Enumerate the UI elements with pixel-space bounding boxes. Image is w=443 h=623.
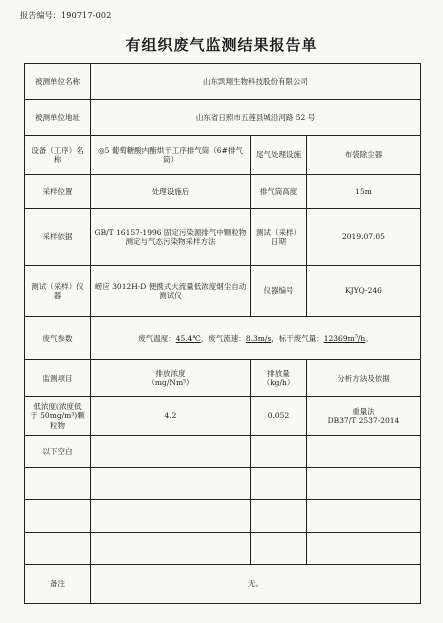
- basis-label: 采样依据: [25, 209, 91, 265]
- unit-value: 山东凯翔生物科技股份有限公司: [91, 64, 421, 100]
- remarks-value: 无。: [91, 565, 421, 604]
- treatment-label: 尾气处理设施: [251, 136, 307, 175]
- result-rate: 0.052: [251, 397, 307, 436]
- treatment-value: 布袋除尘器: [307, 136, 421, 175]
- remarks-label: 备注: [25, 565, 91, 604]
- location-row: [25, 175, 421, 209]
- location-value: 处理设施后: [91, 175, 251, 209]
- speed-prefix: ，废气流速：: [200, 333, 246, 343]
- result-method: [307, 397, 421, 436]
- location-label: 采样位置: [25, 175, 91, 209]
- header-rate-line1: 排放量: [267, 368, 290, 378]
- result-concentration: 4.2: [91, 397, 251, 436]
- empty-cell: [91, 532, 251, 564]
- empty-cell: [91, 500, 251, 532]
- params-label: 废气参数: [25, 317, 91, 360]
- empty-cell: [307, 468, 421, 500]
- empty-cell: [307, 532, 421, 564]
- page-title: 有组织废气监测结果报告单: [125, 36, 318, 54]
- monitoring-report-table: [24, 63, 421, 604]
- basis-row: [25, 209, 421, 265]
- instrument-value: 崂应 3012H-D 便携式大流量低浓度烟尘自动测试仪: [91, 265, 251, 317]
- speed-value: 8.3m/s: [245, 333, 272, 343]
- equipment-label: 设备（工序）名称: [25, 136, 91, 175]
- temp-value: 45.4℃: [175, 333, 201, 343]
- empty-cell: [25, 532, 91, 564]
- results-header-row: [25, 360, 421, 397]
- result-item-line1: 低浓度(浓度低: [33, 401, 82, 411]
- blank-row-1: [25, 435, 421, 467]
- empty-cell: [25, 468, 91, 500]
- blank-note: 以下空白: [25, 435, 91, 467]
- empty-cell: [307, 500, 421, 532]
- empty-cell: [251, 532, 307, 564]
- result-item: [25, 397, 91, 436]
- empty-cell: [251, 435, 307, 467]
- flow-value: $12369m^3/h$: [323, 333, 366, 343]
- header-rate-line2: （kg/h）: [262, 378, 295, 388]
- result-row: [25, 397, 421, 436]
- params-suffix: 。: [365, 333, 373, 343]
- result-method-line2: DB37/T 2537-2014: [327, 415, 400, 425]
- empty-cell: [251, 468, 307, 500]
- temp-prefix: 废气温度：: [138, 333, 176, 343]
- flow-unit: /h: [357, 333, 366, 343]
- basis-value: GB/T 16157-1996 固定污染源排气中颗粒物测定与气态污染物采样方法: [91, 209, 251, 265]
- params-row: [25, 317, 421, 360]
- header-concentration-line1: 排放浓度: [155, 368, 186, 378]
- equipment-value: ◎5 葡萄糖酸内酯烘干工序排气筒（6#排气筒）: [91, 136, 251, 175]
- header-rate: [251, 360, 307, 397]
- empty-cell: [307, 435, 421, 467]
- stack-height-value: 15m: [307, 175, 421, 209]
- blank-row-4: [25, 532, 421, 564]
- remarks-row: [25, 565, 421, 604]
- flow-prefix: ，标干废气量：: [271, 333, 324, 343]
- unit-label: 被测单位名称: [25, 64, 91, 100]
- report-number: 报告编号：190717-002: [20, 11, 112, 20]
- header-concentration-line2: （mg/Nm³）: [147, 378, 194, 388]
- instrument-id-value: KJYQ-246: [307, 265, 421, 317]
- empty-cell: [91, 435, 251, 467]
- params-value: [91, 317, 421, 360]
- empty-cell: [251, 500, 307, 532]
- test-date-value: 2019.07.05: [307, 209, 421, 265]
- blank-row-3: [25, 500, 421, 532]
- flow-number: 12369m: [323, 333, 355, 343]
- empty-cell: [25, 500, 91, 532]
- blank-row-2: [25, 468, 421, 500]
- result-method-line1: 重量法: [352, 406, 375, 416]
- empty-cell: [91, 468, 251, 500]
- header-method: 分析方法及依据: [307, 360, 421, 397]
- instrument-row: [25, 265, 421, 317]
- address-row: [25, 99, 421, 136]
- unit-row: [25, 64, 421, 100]
- instrument-id-label: 仪器编号: [251, 265, 307, 317]
- address-value: 山东省日照市五莲县城沿河路 52 号: [91, 99, 421, 136]
- address-label: 被测单位地址: [25, 99, 91, 136]
- header-item: 监测项目: [25, 360, 91, 397]
- equipment-row: [25, 136, 421, 175]
- header-concentration: [91, 360, 251, 397]
- stack-height-label: 排气筒高度: [251, 175, 307, 209]
- instrument-label: 测试（采样）仪器: [25, 265, 91, 317]
- result-item-line3: 粒物: [50, 420, 65, 430]
- test-date-label: 测试（采样）日期: [251, 209, 307, 265]
- result-item-line2: 于 50mg/m³)颗: [30, 411, 85, 421]
